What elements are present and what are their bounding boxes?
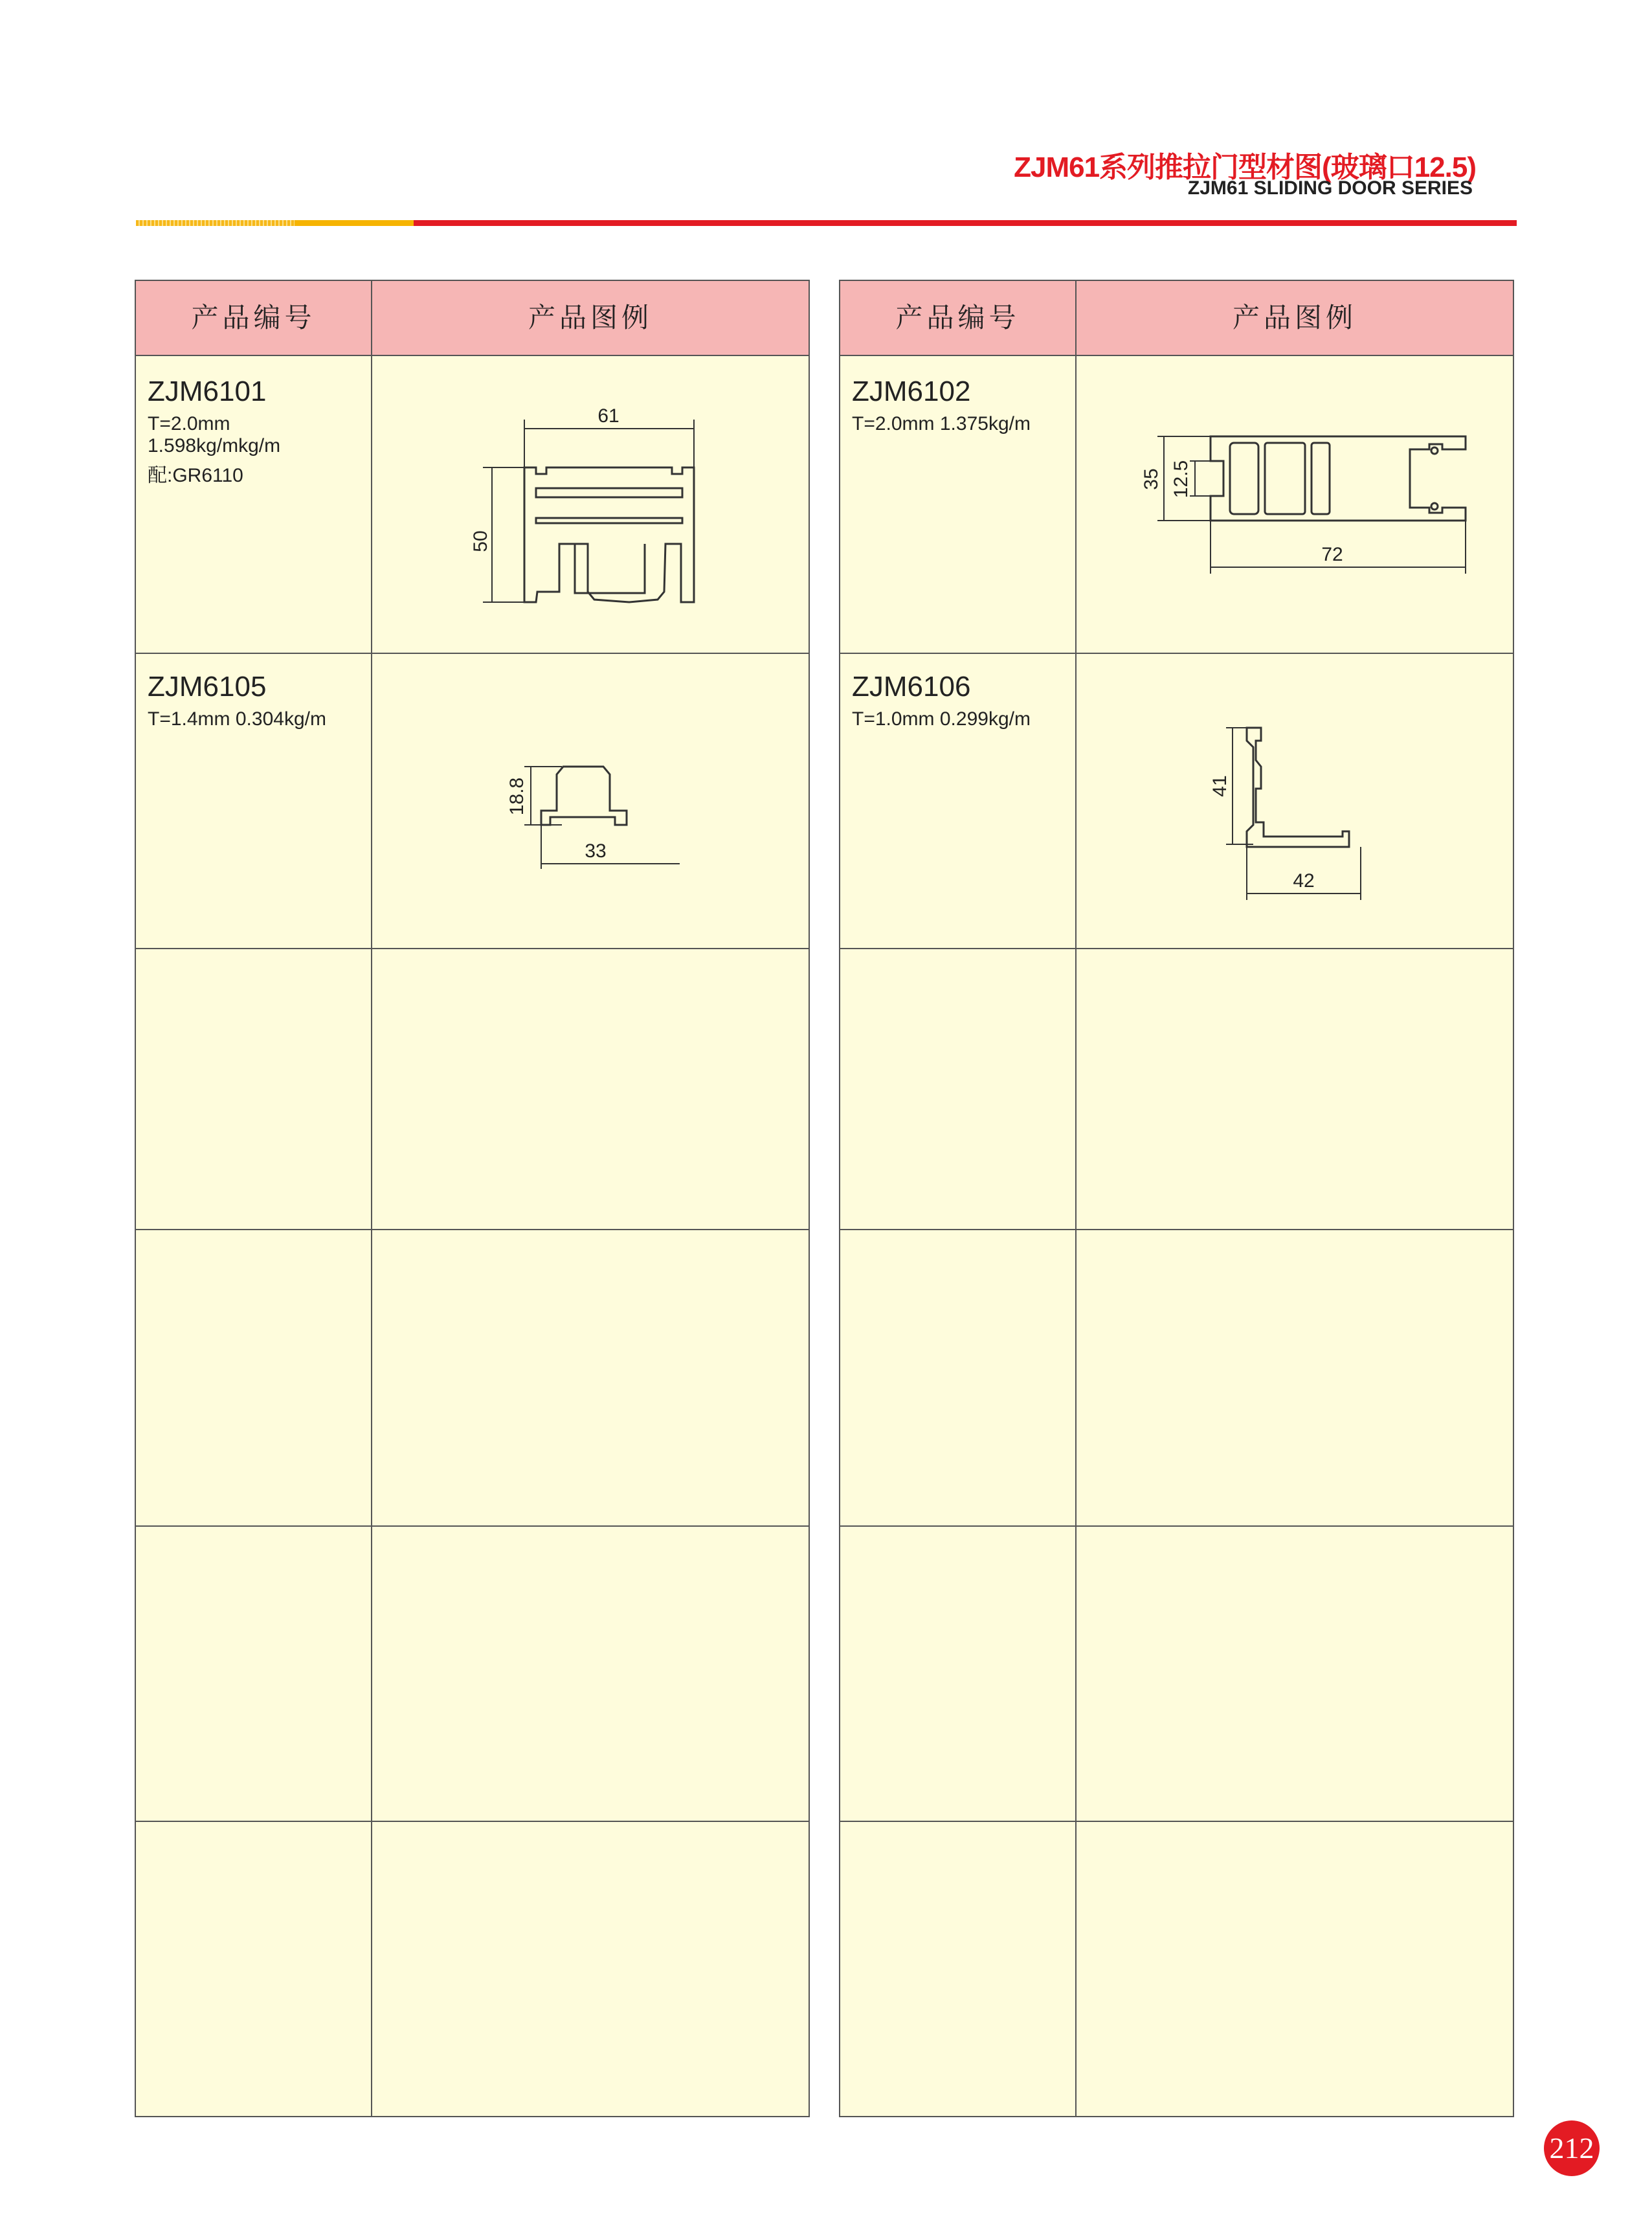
dimension-label: 72 (1321, 544, 1343, 565)
header-image: 产品图例 (528, 302, 653, 333)
table-header (136, 281, 809, 356)
product-spec: 配:GR6110 (148, 465, 243, 486)
product-spec: T=2.0mm 1.375kg/m (852, 413, 1031, 434)
profile-drawing-zjm6102 (1138, 423, 1488, 579)
row-divider (136, 948, 809, 949)
row-divider (136, 1821, 809, 1822)
dimension-label: 18.8 (506, 777, 528, 816)
profile-drawing-zjm6105 (486, 741, 680, 870)
profile-drawing-zjm6106 (1177, 708, 1371, 916)
row-divider (840, 948, 1513, 949)
product-spec: 1.598kg/mkg/m (148, 435, 281, 456)
page-subtitle: ZJM61 SLIDING DOOR SERIES (1187, 177, 1473, 199)
page-title: ZJM61系列推拉门型材图(玻璃口12.5) (1014, 152, 1476, 183)
dimension-label: 12.5 (1170, 460, 1192, 499)
column-divider (1075, 281, 1077, 2116)
product-code: ZJM6105 (148, 671, 267, 703)
product-spec: T=1.0mm 0.299kg/m (852, 708, 1031, 730)
row-divider (136, 1229, 809, 1230)
product-code: ZJM6102 (852, 376, 971, 407)
dimension-label: 41 (1209, 775, 1231, 797)
header-rule-red (414, 220, 1517, 226)
row-divider (840, 1229, 1513, 1230)
row-divider (840, 1525, 1513, 1527)
dimension-label: 35 (1141, 468, 1162, 490)
product-code: ZJM6101 (148, 376, 267, 407)
header-code: 产品编号 (895, 302, 1020, 333)
product-spec: T=1.4mm 0.304kg/m (148, 708, 326, 730)
header-code: 产品编号 (191, 302, 316, 333)
header-image: 产品图例 (1232, 302, 1357, 333)
product-table-right (839, 280, 1514, 2117)
dimension-label: 61 (597, 405, 620, 427)
table-header (840, 281, 1513, 356)
dimension-label: 33 (585, 840, 607, 862)
product-code: ZJM6106 (852, 671, 971, 703)
column-divider (371, 281, 372, 2116)
row-divider (840, 1821, 1513, 1822)
row-divider (136, 1525, 809, 1527)
header-rule-yellow (295, 220, 414, 226)
header-rule-dotted (136, 220, 295, 226)
page-number-badge: 212 (1544, 2120, 1600, 2176)
product-table-left (135, 280, 810, 2117)
profile-drawing-zjm6101 (460, 398, 731, 611)
row-divider (136, 653, 809, 654)
dimension-label: 42 (1293, 870, 1315, 892)
dimension-label: 50 (470, 530, 491, 552)
row-divider (840, 653, 1513, 654)
product-spec: T=2.0mm (148, 413, 230, 434)
